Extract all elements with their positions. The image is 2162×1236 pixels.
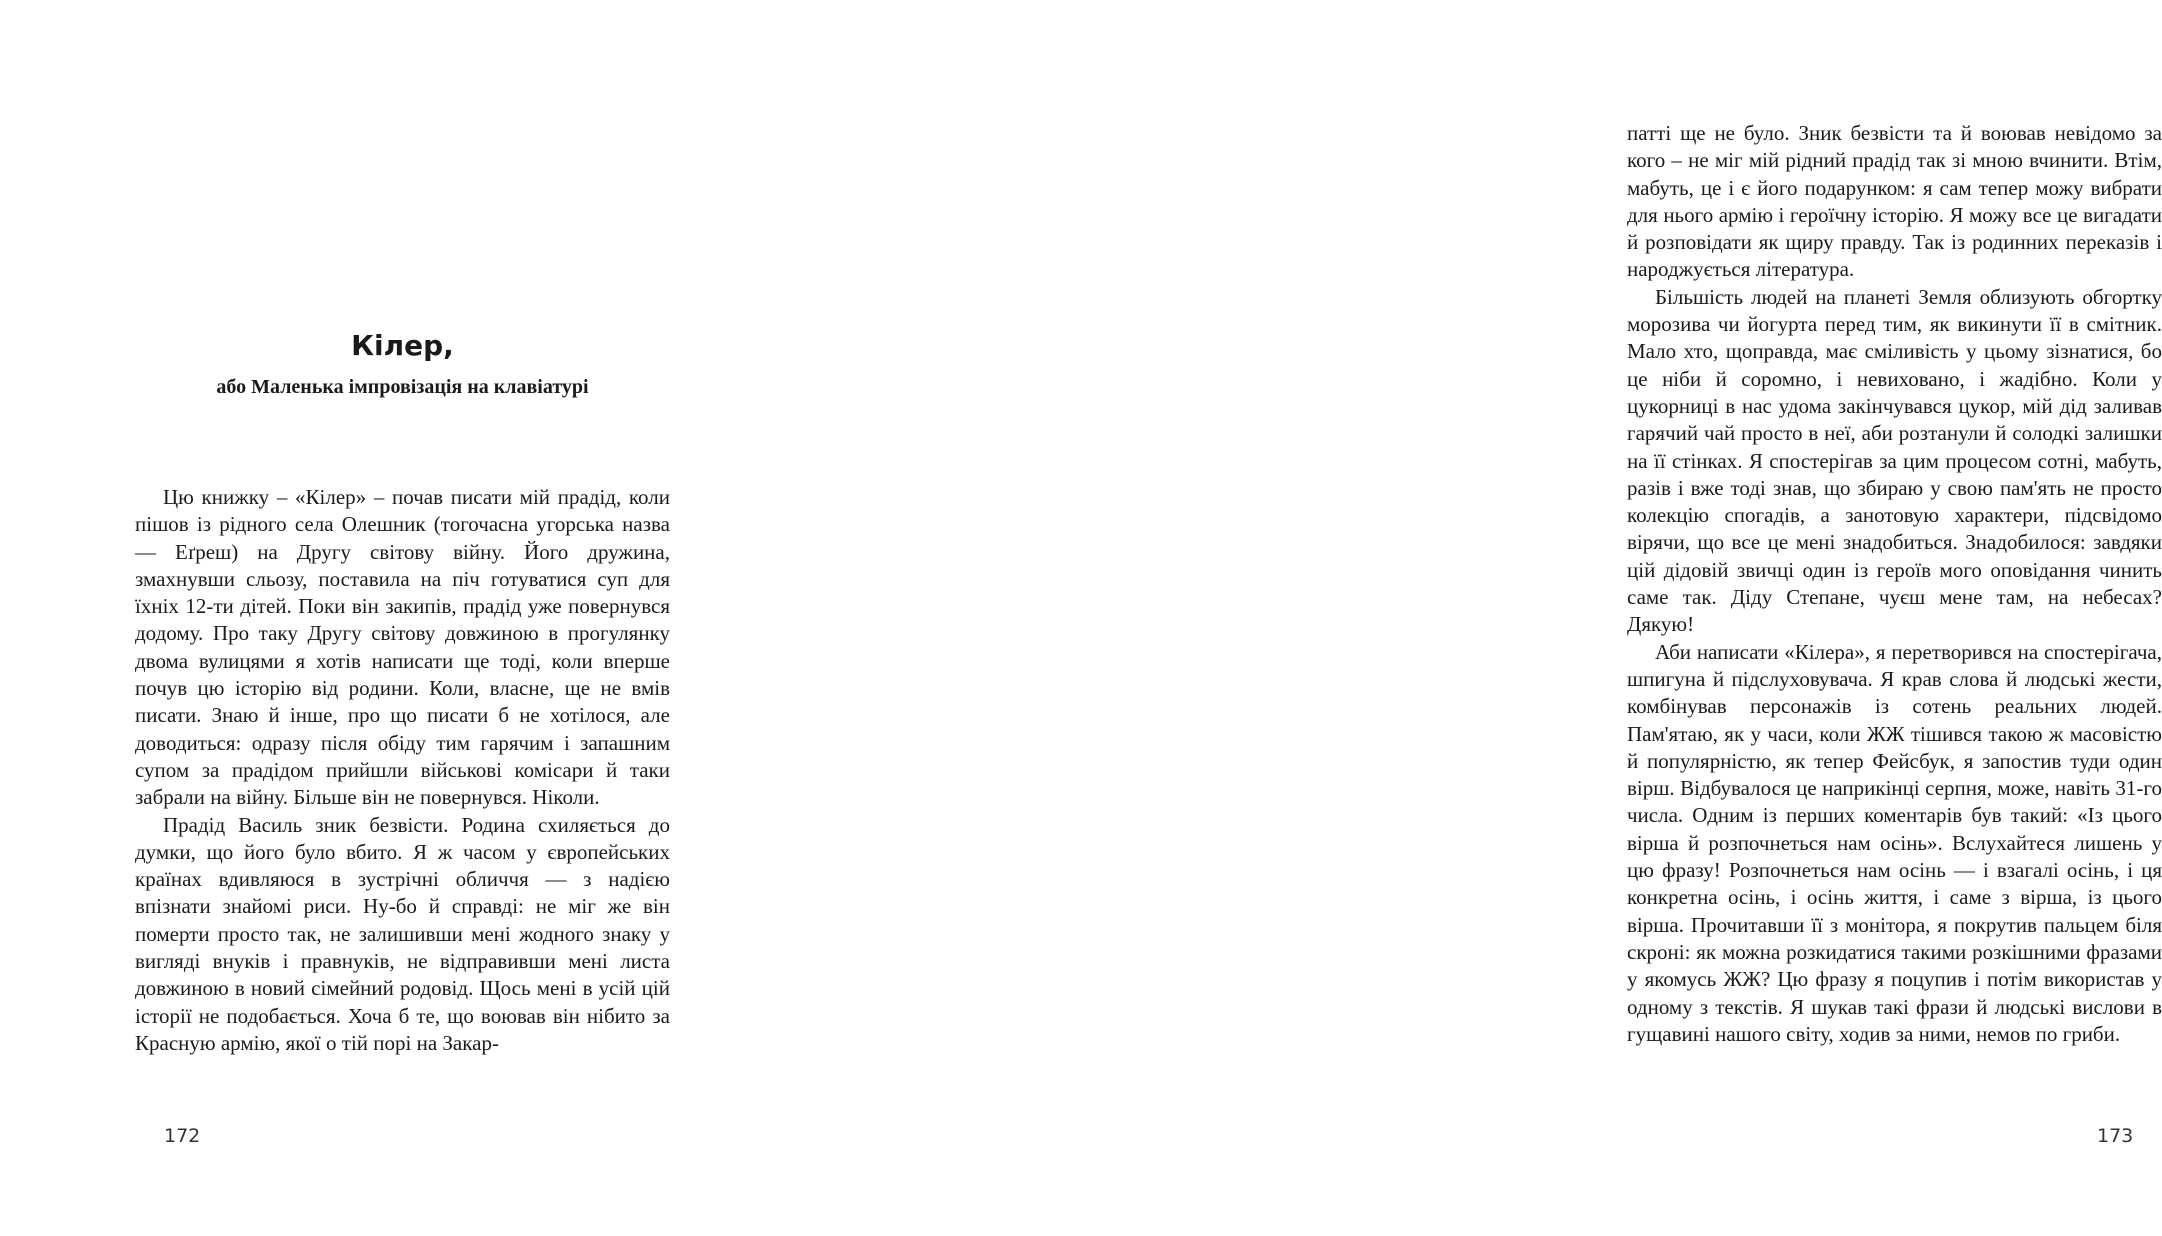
paragraph: Більшість людей на планеті Земля облизують обгортку морозива чи йогурта перед тим, як викинути її в смітник. Мало хто, щоправда, має сміливість у цьому зізнатися, бо це ніби й соромно, і невиховано, і жадібно. Коли у цукорниці в нас удома закінчувався цукор, мій дід заливав гарячий чай просто в неї, аби розтанули й солодкі залишки на її стінках. Я спостерігав за цим процесом сотні, мабуть, разів і вже тоді знав, що збираю у свою пам'ять не просто колекцію спогадів, а занотовую характери, підсвідомо вірячи, що все це мені знадобиться. Знадобилося: завдяки цій дідовій звичці один із героїв мого оповідання чинить саме так. Діду Степане, чуєш мене там, на небесах? Дякую! [1627, 284, 2162, 637]
paragraph: патті ще не було. Зник безвісти та й воював невідомо за кого – не міг мій рідний прадід так зі мною вчинити. Втім, мабуть, це і є його подарунком: я сам тепер можу вибрати для нього армію і героїчну історію. Я можу все це вигадати й розповідати як щиру правду. Так із родинних переказів і народжується література. [1627, 121, 2162, 282]
left-page [0, 0, 765, 1236]
paragraph: Цю книжку – «Кілер» – почав писати мій прадід, коли пішов із рідного села Олешник (тогочасна угорська назва — Еґреш) на Другу світову війну. Його дружина, змахнувши сльозу, поставила на піч готуватися суп для їхніх 12-ти дітей. Поки він закипів, прадід уже повернувся додому. Про таку Другу світову довжиною в прогулянку двома вулицями я хотів написати ще тоді, коли вперше почув цю історію від родини. Коли, власне, ще не вмів писати. Знаю й інше, про що писати б не хотілося, але доводиться: одразу після обіду тим гарячим і запашним супом за прадідом прийшли військові комісари й таки забрали на війну. Більше він не повернувся. Ніколи. [135, 485, 670, 810]
right-page [765, 0, 2162, 1236]
chapter-subtitle: або Маленька імпровізація на клавіатурі [216, 376, 589, 398]
paragraph: Прадід Василь зник безвісти. Родина схиляється до думки, що його було вбито. Я ж часом у європейських країнах вдивляюся в зустрічні обличчя — з надією впізнати знайомі риси. Ну-бо й справді: не міг же він померти просто так, не залишивши мені жодного знаку у вигляді внуків і правнуків, не відправивши мені листа довжиною в новий сімейний родовід. Щось мені в усій цій історії не подобається. Хоча б те, що воював він нібито за Красную армію, якої о тій порі на Закар- [135, 812, 670, 1055]
page-number-right: 173 [2097, 1125, 2134, 1147]
left-body-text [135, 484, 670, 1057]
chapter-title: Кілер, [351, 329, 454, 362]
right-body-text [1627, 120, 2162, 1048]
paragraph: Аби написати «Кілера», я перетворився на спостерігача, шпигуна й підслуховувача. Я крав слова й людські жести, комбінував персонажів із сотень реальних людей. Пам'ятаю, як у часи, коли ЖЖ тішився такою ж масовістю й популярністю, як тепер Фейсбук, я запостив туди один вірш. Відбувалося це наприкінці серпня, може, навіть 31-го числа. Одним із перших коментарів був такий: «Із цього вірша й розпочнеться нам осінь». Вслухайтеся лишень у цю фразу! Розпочнеться нам осінь — і взагалі осінь, і ця конкретна осінь, і осінь життя, і саме з вірша, із цього вірша. Прочитавши її з монітора, я покрутив пальцем біля скроні: як можна розкидатися такими розкішними фразами у якомусь ЖЖ? Цю фразу я поцупив і потім використав у одному з текстів. Я шукав такі фрази й людські вислови в гущавині нашого світу, ходив за ними, немов по гриби. [1627, 639, 2162, 1046]
page-number-left: 172 [164, 1125, 201, 1147]
